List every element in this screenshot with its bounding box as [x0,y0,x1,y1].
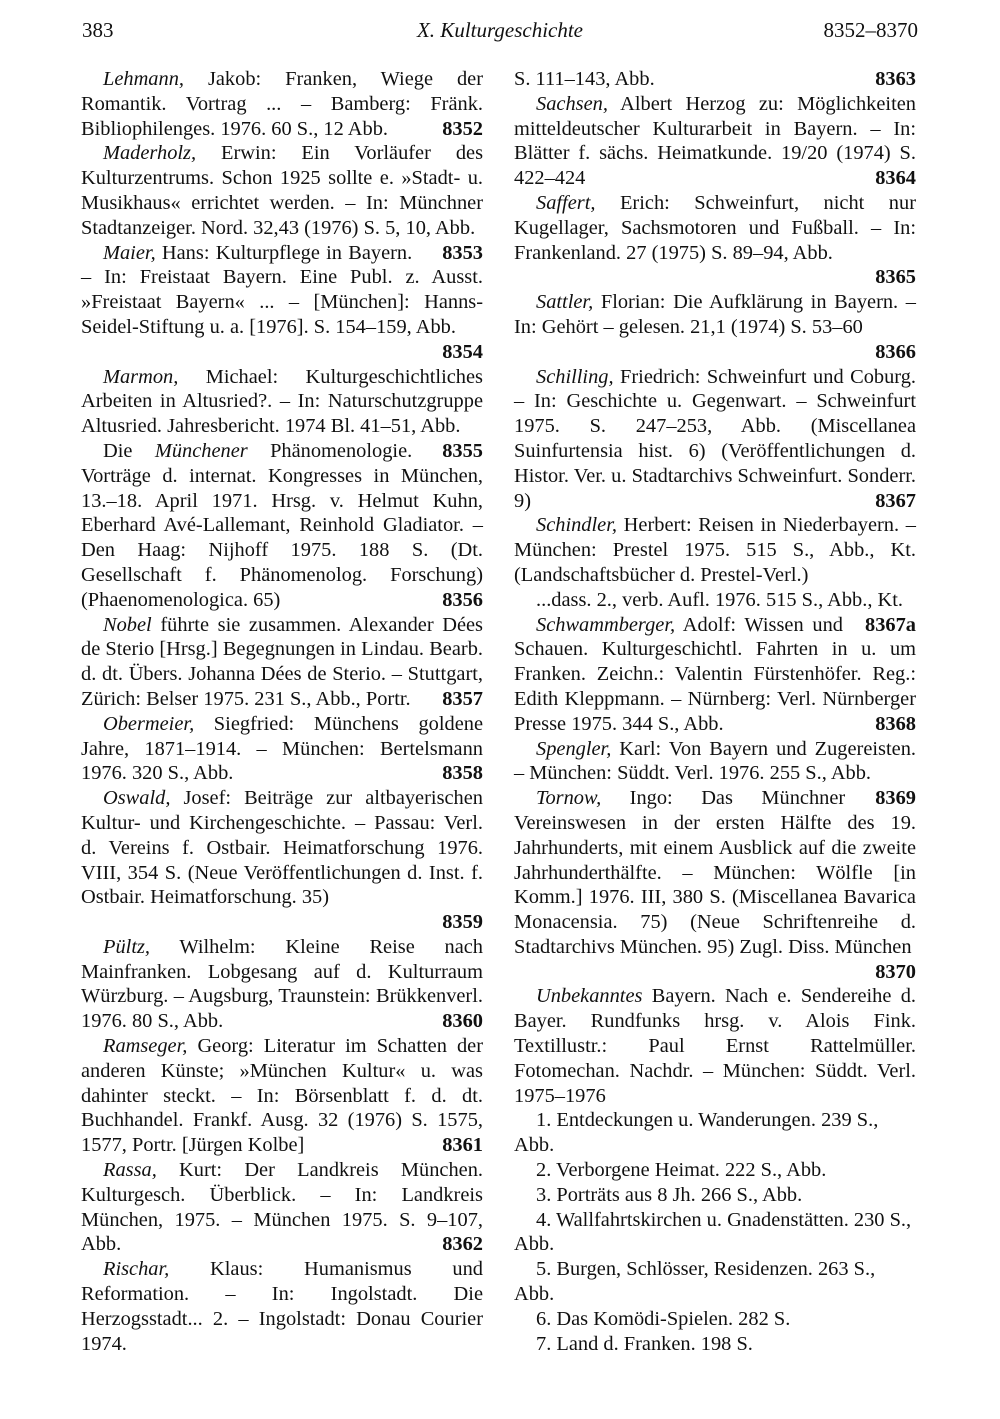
bib-entry-8367a: Schindler, Herbert: Reisen in Niederbayern. – München: Prestel 1975. 515 S., Abb., Kt. (Landschaftsbücher d. Prestel-Verl.) [514,514,916,586]
bib-entry-8367: Schilling, Friedrich: Schweinfurt und Coburg. – In: Geschichte u. Gegenwart. – Schweinfurt 1975. S. 247–253, Abb. (Miscellanea Suinfurtensia hist. 6) (Veröffentlichungen d. Histor. Ver. u. Stadtarchivs Schweinfurt. Sonderr. 9) 8367 [514,365,916,512]
bib-entry-8364: Sachsen, Albert Herzog zu: Möglichkeiten mitteldeutscher Kulturarbeit in Bayern. – In: Blätter f. sächs. Heimatkunde. 19/20 (1974) S. 422–424 8364 [514,92,916,190]
volume-item: 5. Burgen, Schlösser, Residenzen. 263 S., Abb. [514,1258,876,1306]
bib-entry-8358: Obermeier, Siegfried: Münchens goldene Jahre, 1871–1914. – München: Bertelsmann 1976. 320 S., Abb. 8358 [81,712,483,785]
right-column [514,67,916,1356]
bib-entry-8363-end: S. 111–143, Abb. 8363 [514,68,916,90]
bib-entry-8357: Nobel führte sie zusammen. Alexander Dées de Sterio [Hrsg.] Begegnungen in Lindau. Bearb. d. dt. Übers. Johanna Dées de Sterio. – Stuttgart, Zürich: Belser 1975. 231 S., Abb., Portr. 8357 [81,613,483,710]
bib-entry-8366: Sattler, Florian: Die Aufklärung in Bayern. – In: Gehört – gelesen. 21,1 (1974) S. 53–60 8366 [514,291,916,363]
volume-item: 6. Das Komödi-Spielen. 282 S. [536,1307,791,1330]
bib-entry-8362: Rassa, Kurt: Der Landkreis München. Kulturgesch. Überblick. – In: Landkreis München, 1975. – München 1975. S. 9–107, Abb. 8362 [81,1159,483,1256]
bib-entry-8359: Oswald, Josef: Beiträge zur altbayerischen Kultur- und Kirchengeschichte. – Passau: Verl. d. Vereins f. Ostbair. Heimatforschung 1976. VIII, 354 S. (Neue Veröffentlichungen d. Inst. f. Ostbair. Heimatforschung. 35) 8359 [81,787,483,934]
left-column [81,67,483,1356]
bib-entry-8353: Maderholz, Erwin: Ein Vorläufer des Kulturzentrums. Schon 1925 sollte e. »Stadt- u. Musikhaus« errichtet werden. – In: Münchner Stadtanzeiger. Nord. 32,43 (1976) S. 5, 10, Abb. 8353 [81,142,483,264]
volume-item: 1. Entdeckungen u. Wanderungen. 239 S., Abb. [514,1109,879,1157]
bib-entry-8352: Lehmann, Jakob: Franken, Wiege der Romantik. Vortrag ... – Bamberg: Fränk. Bibliophilenges. 1976. 60 S., 12 Abb. 8352 [81,68,483,140]
volume-item: 3. Porträts aus 8 Jh. 266 S., Abb. [536,1183,803,1206]
bib-entry-8369: Spengler, Karl: Von Bayern und Zugereisten. – München: Süddt. Verl. 1976. 255 S., Abb. 8369 [514,737,916,810]
bib-entry-8368: Schwammberger, Adolf: Wissen und Schauen. Kulturgeschichtl. Fahrten in u. um Franken. Zeichn.: Valentin Fürstenhöfer. Reg.: Edith Kleppmann. – Nürnberg: Verl. Nürnberger Presse 1975. 344 S., Abb. 8368 [514,613,916,735]
bib-entry-8355: Marmon, Michael: Kulturgeschichtliches Arbeiten in Altusried?. – In: Naturschutzgruppe Altusried. Jahresbericht. 1974 Bl. 41–51, Abb. 8355 [81,365,483,462]
bib-entry-8370: Tornow, Ingo: Das Münchner Vereinswesen in der ersten Hälfte des 19. Jahrhunderts, mit einem Ausblick auf die zweite Jahrhunderthälfte. – München: Wölfle [in Komm.] 1976. III, 380 S. (Miscellanea Bavarica Monacensia. 75) (Neue Schriftenreihe d. Stadtarchivs München. 95) Zugl. Diss. München 8370 [514,787,916,983]
volume-item: 4. Wallfahrtskirchen u. Gnadenstätten. 230 S., Abb. [514,1208,912,1256]
bib-entry-8361: Ramseger, Georg: Literatur im Schatten der anderen Künste; »München Kultur« u. was dahinter steckt. – In: Börsenblatt f. d. dt. Buchhandel. Frankf. Ausg. 32 (1976) S. 1575, 1577, Portr. [Jürgen Kolbe] 8361 [81,1035,483,1157]
bib-entry-8360: Pültz, Wilhelm: Kleine Reise nach Mainfranken. Lobgesang auf d. Kulturraum Würzburg. – Augsburg, Traunstein: Brükkenverl. 1976. 80 S., Abb. 8360 [81,935,483,1033]
bib-entry-unbekanntes: Unbekanntes Bayern. Nach e. Sendereihe d. Bayer. Rundfunks hrsg. v. Alois Fink. Textillustr.: Paul Ernst Rattelmüller. Fotomechan. Nachdr. – München: Süddt. Verl. 1975–1976 [514,985,916,1107]
entry-range: 8352–8370 [823,18,918,42]
bib-entry-8363-start: Rischar, Klaus: Humanismus und Reformation. – In: Ingolstadt. Die Herzogsstadt... 2. – Ingolstadt: Donau Courier 1974. [81,1258,483,1355]
volume-item: 7. Land d. Franken. 198 S. [536,1332,753,1355]
volume-item: 2. Verborgene Heimat. 222 S., Abb. [536,1159,827,1182]
bib-entry-8356: Die Münchener Phänomenologie. Vorträge d. internat. Kongresses in München, 13.–18. April 1971. Hrsg. v. Helmut Kuhn, Eberhard Avé-Lallemant, Reinhold Gladiator. – Den Haag: Nijhoff 1975. 188 S. (Dt. Gesellschaft f. Phänomenolog. Forschung) (Phaenomenologica. 65) 8356 [81,439,483,611]
section-title: X. Kulturgeschichte [416,18,584,42]
bib-entry-8365: Saffert, Erich: Schweinfurt, nicht nur Kugellager, Sachsmotoren und Fußball. – In: Frankenland. 27 (1975) S. 89–94, Abb. 8365 [514,191,916,289]
bib-entry-8354: Maier, Hans: Kulturpflege in Bayern. – In: Freistaat Bayern. Eine Publ. z. Ausst. »Freistaat Bayern« ... – [München]: Hanns-Seidel-Stiftung u. a. [1976]. S. 154–159, Abb. 8354 [81,241,483,363]
bib-entry-8367a-sub: ...dass. 2., verb. Aufl. 1976. 515 S., Abb., Kt. 8367a [536,588,916,636]
page-header [82,18,918,48]
page-number: 383 [82,18,114,42]
